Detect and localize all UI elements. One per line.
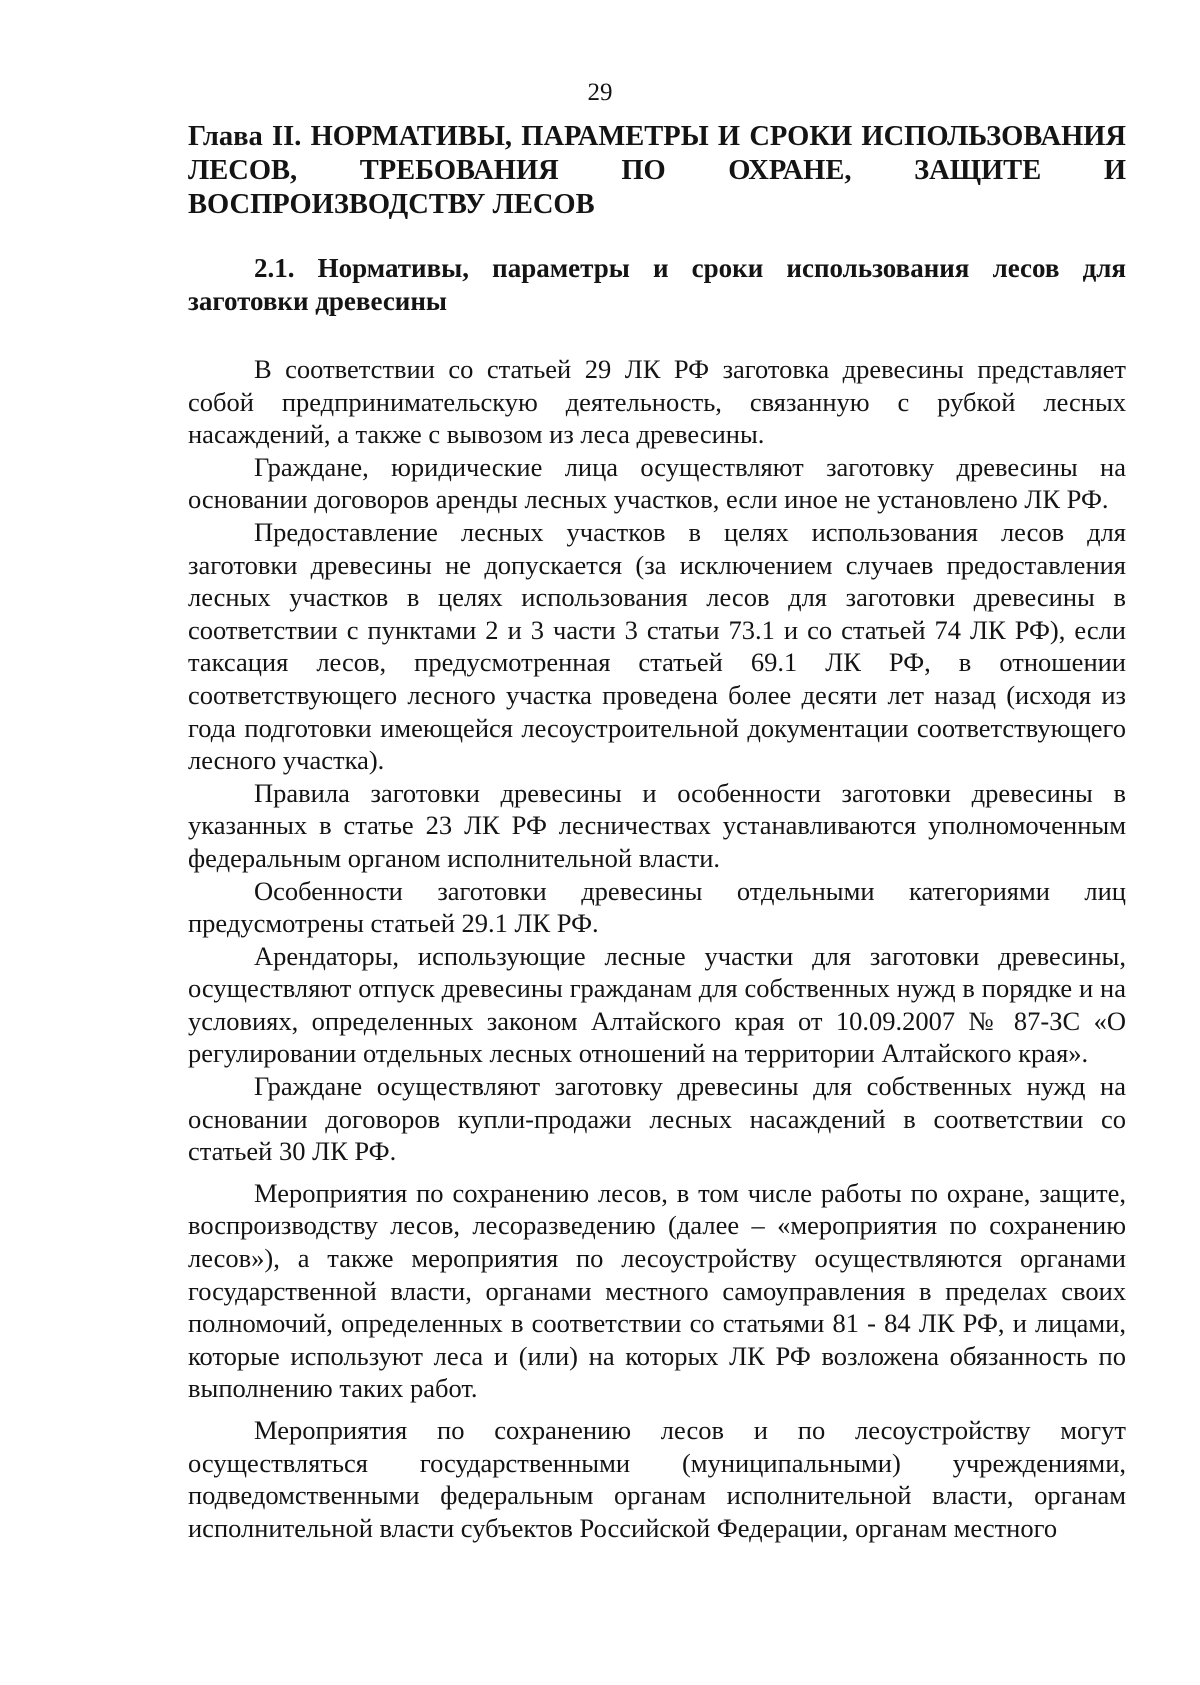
section-heading: 2.1. Нормативы, параметры и сроки использования лесов для заготовки древесины [188, 253, 1126, 316]
paragraph-3: Предоставление лесных участков в целях использования лесов для заготовки древесины не допускается (за исключением случаев предоставления лесных участков в целях использования лесов для заготовки древесины в соответствии с пунктами 2 и 3 части 3 статьи 73.1 и со статьей 74 ЛК РФ), если таксация лесов, предусмотренная статьей 69.1 ЛК РФ, в отношении соответствующего лесного участка проведена более десяти лет назад (исходя из года подготовки имеющейся лесоустроительной документации соответствующего лесного участка). [188, 516, 1126, 776]
paragraph-4: Правила заготовки древесины и особенности заготовки древесины в указанных в статье 23 ЛК РФ лесничествах устанавливаются уполномоченным федеральным органом исполнительной власти. [188, 777, 1126, 873]
body-text [188, 353, 1126, 1544]
paragraph-2: Граждане, юридические лица осуществляют заготовку древесины на основании договоров аренды лесных участков, если иное не установлено ЛК РФ. [188, 451, 1126, 515]
chapter-heading: Глава II. НОРМАТИВЫ, ПАРАМЕТРЫ И СРОКИ ИСПОЛЬЗОВАНИЯ ЛЕСОВ, ТРЕБОВАНИЯ ПО ОХРАНЕ, ЗАЩИТЕ И ВОСПРОИЗВОДСТВУ ЛЕСОВ [188, 121, 1126, 220]
paragraph-7: Граждане осуществляют заготовку древесины для собственных нужд на основании договоров купли-продажи лесных насаждений в соответствии со статьей 30 ЛК РФ. [188, 1071, 1126, 1167]
paragraph-9: Мероприятия по сохранению лесов и по лесоустройству могут осуществляться государственными (муниципальными) учреждениями, подведомственными федеральным органам исполнительной власти, органам исполнительной власти субъектов Российской Федерации, органам местного [188, 1415, 1126, 1543]
paragraph-6: Арендаторы, использующие лесные участки для заготовки древесины, осуществляют отпуск древесины гражданам для собственных нужд в порядке и на условиях, определенных законом Алтайского края от 10.09.2007 № 87-ЗС «О регулировании отдельных лесных отношений на территории Алтайского края». [188, 940, 1126, 1069]
page-number: 29 [587, 79, 613, 106]
paragraph-1: В соответствии со статьей 29 ЛК РФ заготовка древесины представляет собой предпринимательскую деятельность, связанную с рубкой лесных насаждений, а также с вывозом из леса древесины. [188, 354, 1126, 450]
paragraph-8: Мероприятия по сохранению лесов, в том числе работы по охране, защите, воспроизводству лесов, лесоразведению (далее – «мероприятия по сохранению лесов»), а также мероприятия по лесоустройству осуществляются органами государственной власти, органами местного самоуправления в пределах своих полномочий, определенных в соответствии со статьями 81 - 84 ЛК РФ, и лицами, которые используют леса и (или) на которых ЛК РФ возложена обязанность по выполнению таких работ. [188, 1177, 1126, 1404]
paragraph-5: Особенности заготовки древесины отдельными категориями лиц предусмотрены статьей 29.1 ЛК РФ. [188, 875, 1126, 939]
